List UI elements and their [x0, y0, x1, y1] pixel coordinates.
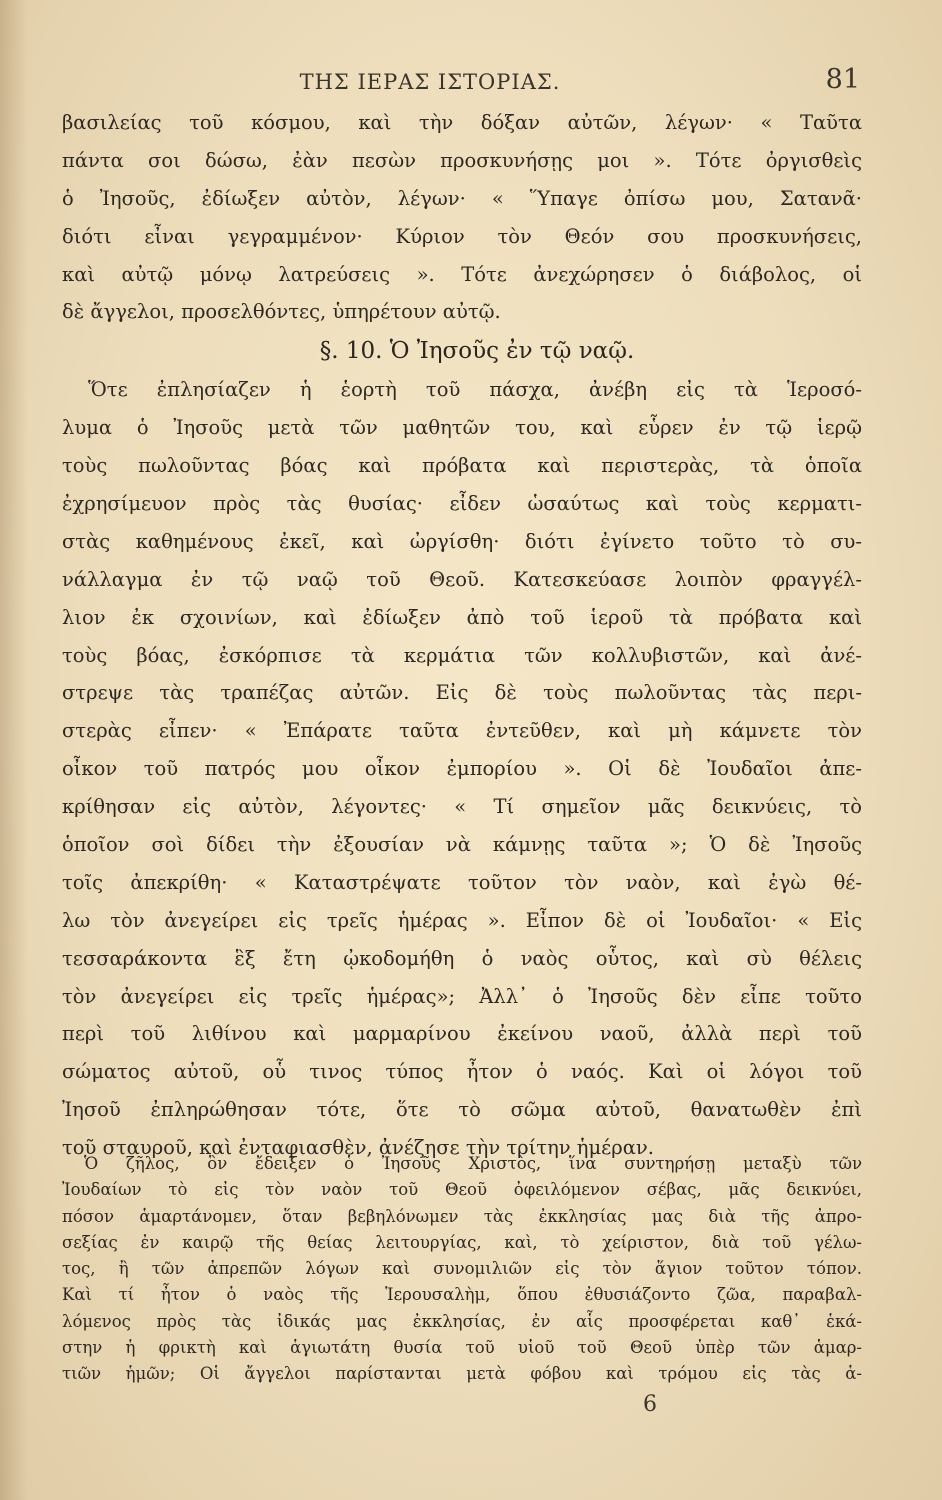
text-line: στὰς καθημένους ἐκεῖ, καὶ ὠργίσθη· διότι ἐγίνετο τοῦτο τὸ συ-: [62, 529, 862, 553]
text-line: τεσσαράκοντα ἓξ ἔτη ᾠκοδομήθη ὁ ναὸς οὗτος, καὶ σὺ θέλεις: [62, 946, 862, 970]
text-line: λυμα ὁ Ἰησοῦς μετὰ τῶν μαθητῶν του, καὶ εὗρεν ἐν τῷ ἱερῷ: [62, 416, 862, 440]
text-line: πάντα σοι δώσω, ἐὰν πεσὼν προσκυνήσῃς μοι ». Τότε ὀργισθεὶς: [62, 148, 862, 172]
text-line: κρίθησαν εἰς αὐτὸν, λέγοντες· « Τί σημεῖον μᾶς δεικνύεις, τὸ: [62, 795, 862, 819]
text-line: Ἰησοῦ ἐπληρώθησαν τότε, ὅτε τὸ σῶμα αὐτοῦ, θανατωθὲν ἐπὶ: [62, 1098, 862, 1122]
note-line: Ὁ ζῆλος, ὃν ἔδειξεν ὁ Ἰησοῦς Χριστὸς, ἵνα συντηρήσῃ μεταξὺ τῶν: [84, 1154, 862, 1173]
text-line: οἶκον τοῦ πατρός μου οἶκον ἐμπορίου ». Οἱ δὲ Ἰουδαῖοι ἀπε-: [62, 757, 862, 781]
text-line: στερὰς εἶπεν· « Ἐπάρατε ταῦτα ἐντεῦθεν, καὶ μὴ κάμνετε τὸν: [62, 719, 862, 743]
commentary-note: [62, 1151, 862, 1388]
text-line: Ὅτε ἐπλησίαζεν ἡ ἑορτὴ τοῦ πάσχα, ἀνέβη εἰς τὰ Ἱεροσό-: [88, 378, 862, 402]
text-line: νάλλαγμα ἐν τῷ ναῷ τοῦ Θεοῦ. Κατεσκεύασε λοιπὸν φραγγέλ-: [62, 567, 862, 591]
note-line: πόσον ἁμαρτάνομεν, ὅταν βεβηλόνωμεν τὰς ἐκκλησίας μας διὰ τῆς ἀπρο-: [62, 1206, 862, 1226]
text-line: λω τὸν ἀνεγείρει εἰς τρεῖς ἡμέρας ». Εἶπον δὲ οἱ Ἰουδαῖοι· « Εἰς: [62, 908, 862, 932]
page-header: [60, 64, 860, 100]
text-line: τὸν ἀνεγείρει εἰς τρεῖς ἡμέρας»; Ἀλλ᾽ ὁ Ἰησοῦς δὲν εἶπε τοῦτο: [62, 984, 862, 1008]
signature-mark: 6: [643, 1392, 657, 1417]
note-line: τιῶν ἡμῶν; Οἱ ἄγγελοι παρίστανται μετὰ φόβου καὶ τρόμου εἰς τὰς ἁ-: [62, 1364, 862, 1384]
text-line: βασιλείας τοῦ κόσμου, καὶ τὴν δόξαν αὐτῶν, λέγων· « Ταῦτα: [62, 111, 862, 134]
text-line: ἐχρησίμευον πρὸς τὰς θυσίας· εἶδεν ὡσαύτως καὶ τοὺς κερματι-: [62, 492, 862, 516]
running-title: ΤΗΣ ΙΕΡΑΣ ΙΣΤΟΡΙΑΣ.: [299, 70, 561, 94]
note-line: στην ἡ φρικτὴ καὶ ἁγιωτάτη θυσία τοῦ υἱοῦ τοῦ Θεοῦ ὑπὲρ τῶν ἁμαρ-: [62, 1338, 862, 1358]
text-line: λιον ἐκ σχοινίων, καὶ ἐδίωξεν ἀπὸ τοῦ ἱεροῦ τὰ πρόβατα καὶ: [62, 605, 862, 629]
text-line: τοὺς βόας, ἐσκόρπισε τὰ κερμάτια τῶν κολλυβιστῶν, καὶ ἀνέ-: [62, 643, 862, 667]
section-heading: §. 10. Ὁ Ἰησοῦς ἐν τῷ ναῷ.: [319, 338, 635, 365]
text-line: τοῦ σταυροῦ, καὶ ἐνταφιασθὲν, ἀνέζησε τὴν τρίτην ἡμέραν.: [62, 1136, 654, 1160]
text-line: ὁποῖον σοὶ δίδει τὴν ἐξουσίαν νὰ κάμνῃς ταῦτα »; Ὁ δὲ Ἰησοῦς: [62, 833, 862, 857]
text-line: στρεψε τὰς τραπέζας αὐτῶν. Εἰς δὲ τοὺς πωλοῦντας τὰς περι-: [62, 681, 862, 705]
text-line: σώματος αὐτοῦ, οὗ τινος τύπος ἦτον ὁ ναός. Καὶ οἱ λόγοι τοῦ: [62, 1060, 862, 1084]
main-text: [62, 104, 862, 1167]
gutter-shadow: [0, 0, 28, 1500]
text-line: τοῖς ἀπεκρίθη· « Καταστρέψατε τοῦτον τὸν ναὸν, καὶ ἐγὼ θέ-: [62, 870, 862, 894]
text-line: τοὺς πωλοῦντας βόας καὶ πρόβατα καὶ περιστερὰς, τὰ ὁποῖα: [62, 454, 862, 478]
note-line: Καὶ τί ἦτον ὁ ναὸς τῆς Ἱερουσαλὴμ, ὅπου ἐθυσιάζοντο ζῶα, παραβαλ-: [62, 1285, 862, 1305]
note-line: λόμενος πρὸς τὰς ἰδικάς μας ἐκκλησίας, ἐν αἷς προσφέρεται καθ᾽ ἑκά-: [62, 1311, 862, 1331]
note-line: σεξίας ἐν καιρῷ τῆς θείας λειτουργίας, καὶ, τὸ χείριστον, διὰ τοῦ γέλω-: [62, 1232, 862, 1252]
text-line: καὶ αὐτῷ μόνῳ λατρεύσεις ». Τότε ἀνεχώρησεν ὁ διάβολος, οἱ: [62, 262, 862, 286]
text-line: περὶ τοῦ λιθίνου καὶ μαρμαρίνου ἐκείνου ναοῦ, ἀλλὰ περὶ τοῦ: [62, 1022, 862, 1046]
note-line: Ἰουδαίων τὸ εἰς τὸν ναὸν τοῦ Θεοῦ ὀφειλόμενον σέβας, μᾶς δεικνύει,: [62, 1180, 862, 1200]
page-number: 81: [825, 64, 860, 95]
text-line: διότι εἶναι γεγραμμένον· Κύριον τὸν Θεόν σου προσκυνήσεις,: [62, 224, 862, 248]
text-line: ὁ Ἰησοῦς, ἐδίωξεν αὐτὸν, λέγων· « Ὕπαγε ὀπίσω μου, Σατανᾶ·: [62, 186, 862, 210]
text-line: δὲ ἄγγελοι, προσελθόντες, ὑπηρέτουν αὐτῷ.: [62, 300, 501, 324]
note-line: τος, ἢ τῶν ἀπρεπῶν λόγων καὶ συνομιλιῶν εἰς τὸν ἅγιον τοῦτον τόπον.: [62, 1259, 862, 1279]
